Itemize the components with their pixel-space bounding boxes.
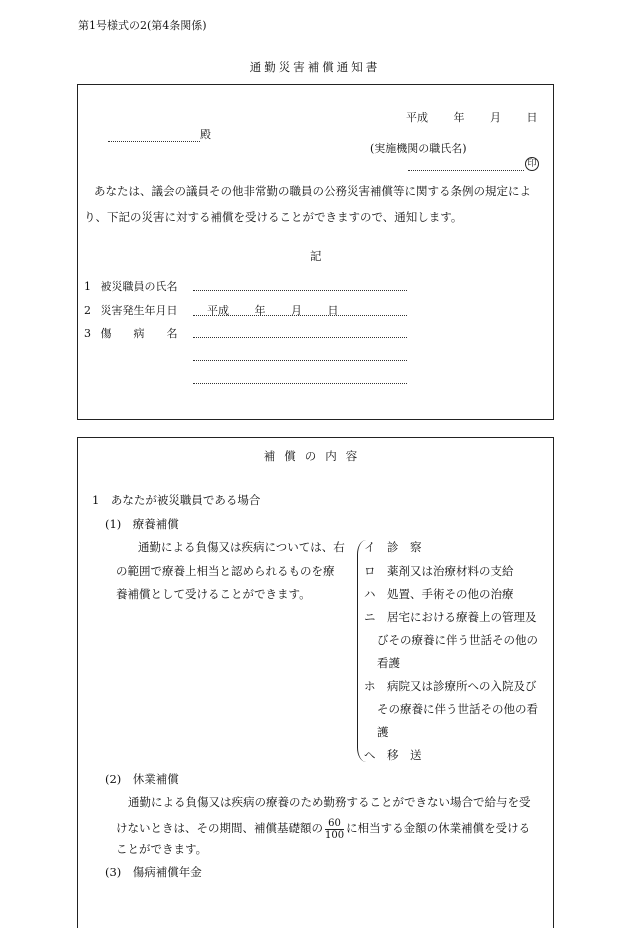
treatment-item-ho-line2: その療養に伴う世話その他の看: [377, 702, 538, 716]
section-1-heading: 1 あなたが被災職員である場合: [92, 493, 261, 507]
treatment-item-ni-line2: びその療養に伴う世話その他の: [377, 633, 538, 647]
ki-heading: 記: [310, 249, 322, 263]
document-title: 通勤災害補償通知書: [249, 60, 381, 74]
notice-body-line1: あなたは、議会の議員その他非常勤の職員の公務災害補償等に関する条例の規定によ: [94, 184, 531, 198]
illness-field-2[interactable]: [193, 348, 407, 361]
field-number: 2: [84, 304, 91, 317]
addressee: [108, 126, 211, 142]
incident-date-era: 平成: [207, 304, 229, 317]
field-label: 災害発生年月日: [100, 304, 178, 317]
fraction-60-100: [325, 818, 344, 841]
date-era: 平成: [406, 111, 428, 124]
illness-field-1[interactable]: [193, 325, 407, 338]
subsection-1-heading: (1) 療養補償: [105, 517, 179, 531]
field-row-3: [84, 325, 178, 341]
treatment-item-ho-line3: 護: [377, 725, 389, 739]
treatment-item-ni-line3: 看護: [377, 656, 400, 670]
agency-name-field[interactable]: [408, 158, 524, 171]
sub1-text-line1: 通勤による負傷又は疾病については、右: [138, 540, 345, 554]
fraction-denominator: 100: [325, 829, 345, 841]
treatment-item-ho-line1: ホ 病院又は診療所への入院及び: [364, 679, 537, 693]
date-year: 年: [453, 111, 465, 124]
seal-mark: 印: [525, 157, 539, 171]
sub2-text-line2: [116, 814, 530, 842]
incident-date-month: 月: [291, 304, 302, 317]
treatment-item-ro: ロ 薬剤又は治療材料の支給: [364, 564, 514, 578]
incident-date-year: 年: [254, 304, 266, 317]
incident-date-field[interactable]: [193, 302, 407, 316]
sub2-line2-post: に相当する金額の休業補償を受ける: [346, 821, 531, 835]
sub2-text-line3: ことができます。: [116, 842, 208, 856]
subsection-3-heading: (3) 傷病補償年金: [105, 865, 202, 879]
date-month: 月: [490, 111, 501, 124]
field-label: 傷 病 名: [100, 327, 178, 340]
field-row-2: [84, 302, 178, 318]
victim-name-field[interactable]: [193, 278, 407, 291]
form-number: 第1号様式の2(第4条関係): [78, 19, 207, 32]
sub2-text-line1: 通勤による負傷又は疾病の療養のため勤務することができない場合で給与を受: [128, 795, 531, 809]
treatment-item-he: へ 移 送: [364, 748, 422, 762]
notice-body-line2: り、下記の災害に対する補償を受けることができますので、通知します。: [84, 210, 463, 224]
field-number: 3: [84, 327, 91, 340]
agency-name: [408, 156, 539, 171]
sub2-line2-pre: けないときは、その期間、補償基礎額の: [116, 821, 323, 835]
field-number: 1: [84, 280, 91, 293]
issue-date: [406, 109, 538, 125]
illness-field-3[interactable]: [193, 371, 407, 384]
field-row-1: [84, 278, 178, 294]
sub1-text-line2: の範囲で療養上相当と認められるものを療: [116, 564, 335, 578]
agency-label: (実施機関の職氏名): [370, 142, 467, 155]
treatment-item-ha: ハ 処置、手術その他の治療: [364, 587, 514, 601]
field-label: 被災職員の氏名: [100, 280, 178, 293]
incident-date-day: 日: [327, 304, 339, 317]
sub1-text-line3: 養補償として受けることができます。: [116, 587, 311, 601]
addressee-name-field[interactable]: [108, 129, 200, 142]
fraction-numerator: 60: [325, 818, 344, 830]
treatment-item-ni-line1: ニ 居宅における療養上の管理及: [364, 610, 537, 624]
treatment-item-i: イ 診 察: [364, 540, 422, 554]
subsection-2-heading: (2) 休業補償: [105, 772, 179, 786]
addressee-suffix: 殿: [200, 128, 211, 141]
content-title: 補償の内容: [263, 449, 367, 463]
date-day: 日: [526, 111, 538, 124]
